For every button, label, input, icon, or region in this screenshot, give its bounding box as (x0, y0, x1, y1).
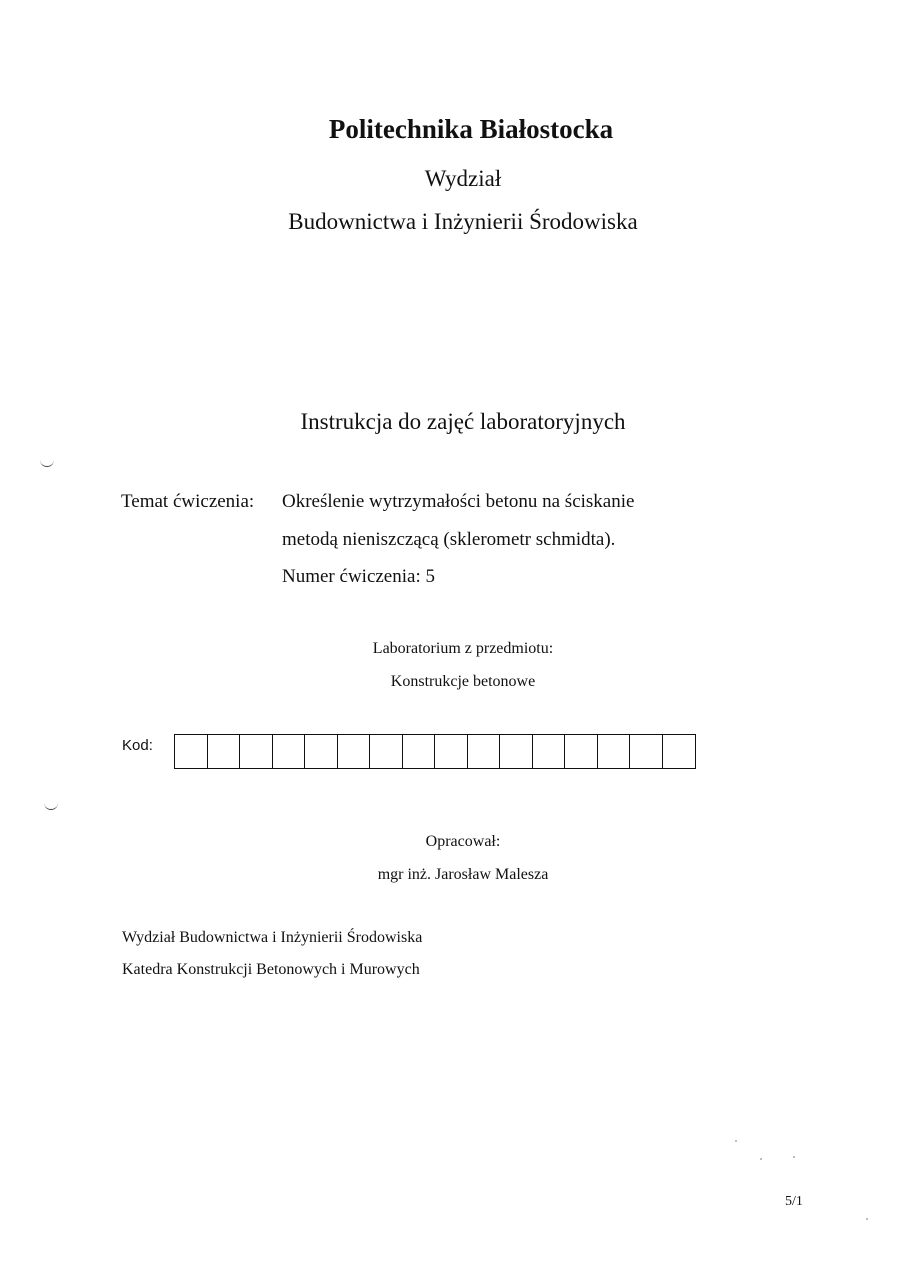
prepared-by-label: Opracował: (425, 833, 501, 850)
scan-mark (40, 460, 54, 467)
scan-mark (44, 803, 58, 810)
scan-speck (760, 1158, 762, 1160)
code-cell (663, 735, 696, 768)
code-cell (468, 735, 501, 768)
code-cell (630, 735, 663, 768)
lab-course-name: Konstrukcje betonowe (390, 673, 536, 690)
lab-course-label: Laboratorium z przedmiotu: (372, 640, 554, 657)
code-cell (240, 735, 273, 768)
code-cell (208, 735, 241, 768)
code-cell (435, 735, 468, 768)
exercise-number: Numer ćwiczenia: 5 (282, 566, 435, 587)
code-cell (305, 735, 338, 768)
author-name: mgr inż. Jarosław Malesza (377, 866, 549, 883)
topic-text-line-2: metodą nieniszczącą (sklerometr schmidta). (282, 529, 616, 550)
code-cell (273, 735, 306, 768)
document-title: Instrukcja do zajęć laboratoryjnych (300, 409, 626, 434)
faculty-name: Budownictwa i Inżynierii Środowiska (288, 209, 638, 234)
code-cell (500, 735, 533, 768)
code-cell (370, 735, 403, 768)
code-cell (338, 735, 371, 768)
scan-speck (793, 1156, 795, 1158)
scan-speck (735, 1140, 737, 1142)
code-cell (565, 735, 598, 768)
code-cell (403, 735, 436, 768)
scan-speck (866, 1218, 868, 1220)
university-name: Politechnika Białostocka (328, 114, 614, 144)
code-cell (175, 735, 208, 768)
topic-label: Temat ćwiczenia: (121, 491, 255, 512)
footer-department: Katedra Konstrukcji Betonowych i Murowych (122, 961, 420, 978)
code-label: Kod: (122, 737, 153, 754)
topic-text-line-1: Określenie wytrzymałości betonu na ściskanie (282, 491, 635, 512)
page-number: 5/1 (785, 1194, 803, 1209)
code-cell (533, 735, 566, 768)
footer-faculty: Wydział Budownictwa i Inżynierii Środowiska (122, 929, 423, 946)
code-cell (598, 735, 631, 768)
faculty-heading: Wydział (424, 166, 502, 191)
code-boxes (174, 734, 696, 769)
